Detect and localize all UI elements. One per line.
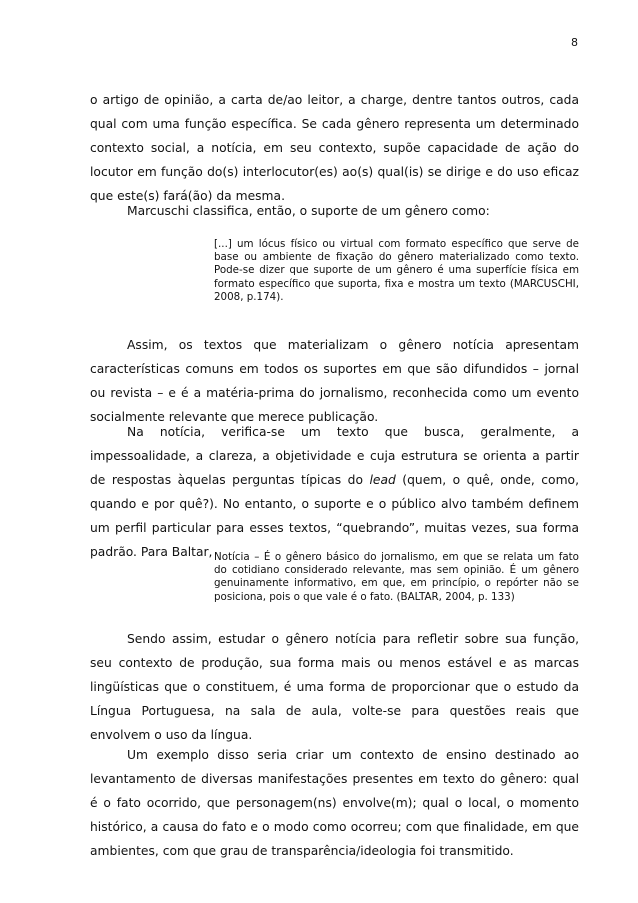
- paragraph-2: Marcuschi classifica, então, o suporte de um gênero como:: [127, 204, 490, 218]
- paragraph-5: Sendo assim, estudar o gênero notícia para refletir sobre sua função, seu contexto de produção, sua forma mais ou menos estável e as marcas lingüísticas que o constituem, é uma forma de proporcionar que o estudo da Língua Portuguesa, na sala de aula, volte-se para questões reais que envolvem o uso da língua.: [90, 632, 579, 742]
- page-number: 8: [571, 36, 578, 49]
- paragraph-6: Um exemplo disso seria criar um contexto de ensino destinado ao levantamento de diversas manifestações presentes em texto do gênero: qual é o fato ocorrido, que personagem(ns) envolve(m); qual o local, o momento histórico, a causa do fato e o modo como ocorreu; com que finalidade, em que ambientes, com que grau de transparência/ideologia foi transmitido.: [90, 748, 579, 858]
- paragraph-4: [90, 420, 579, 564]
- paragraph-4-text-start: Na notícia, verifica-se um texto que busca, geralmente, a impessoalidade, a clareza, a objetividade e cuja estrutura se orienta a partir de respostas àquelas perguntas típicas do: [90, 425, 579, 487]
- paragraph-3: Assim, os textos que materializam o gênero notícia apresentam características comuns em todos os suportes em que são difundidos – jornal ou revista – e é a matéria-prima do jornalismo, reconhecida como um evento socialmente relevante que merece publicação.: [90, 338, 579, 424]
- paragraph-4-text-end: (quem, o quê, onde, como, quando e por quê?). No entanto, o suporte e o público alvo também definem um perfil particular para esses textos, “quebrando”, muitas vezes, sua forma padrão. Para Baltar,: [90, 473, 579, 559]
- block-quote-marcuschi: [...] um lócus físico ou virtual com formato específico que serve de base ou ambiente de fixação do gênero materializado como texto. Pode-se dizer que suporte de um gênero é uma superfície física em formato específico que suporta, fixa e mostra um texto (MARCUSCHI, 2008, p.174).: [214, 238, 579, 303]
- block-quote-baltar: Notícia – É o gênero básico do jornalismo, em que se relata um fato do cotidiano considerado relevante, mas sem opinião. É um gênero genuinamente informativo, em que, em princípio, o repórter não se posiciona, pois o que vale é o fato. (BALTAR, 2004, p. 133): [214, 551, 579, 603]
- paragraph-1: o artigo de opinião, a carta de/ao leitor, a charge, dentre tantos outros, cada qual com uma função específica. Se cada gênero representa um determinado contexto social, a notícia, em seu contexto, supõe capacidade de ação do locutor em função do(s) interlocutor(es) ao(s) qual(is) se dirige e do uso eficaz que este(s) fará(ão) da mesma.: [90, 93, 579, 203]
- lead-term: lead: [369, 473, 396, 487]
